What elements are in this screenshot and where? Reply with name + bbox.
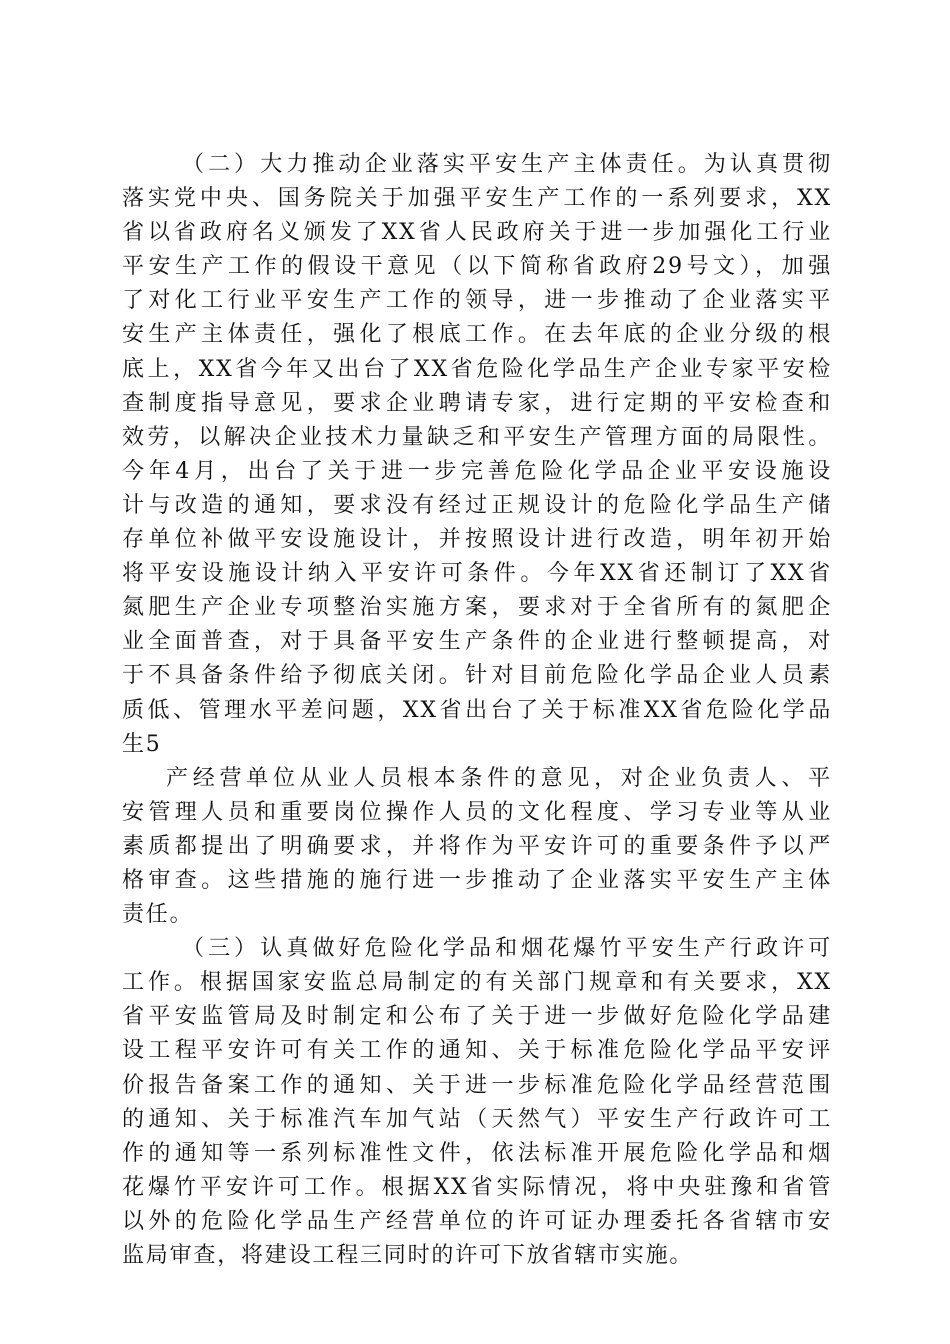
text-line: 素质都提出了明确要求，并将作为平安许可的重要条件予以严 bbox=[122, 833, 832, 859]
text-line: 底上，XX省今年又出台了XX省危险化学品生产企业专家平安检 bbox=[122, 356, 832, 382]
text-line: 责任。 bbox=[122, 902, 194, 928]
text-line: 效劳，以解决企业技术力量缺乏和平安生产管理方面的局限性。 bbox=[122, 424, 832, 450]
text-line: 工作。根据国家安监总局制定的有关部门规章和有关要求，XX bbox=[122, 970, 832, 996]
text-line: （三）认真做好危险化学品和烟花爆竹平安生产行政许可 bbox=[182, 936, 832, 962]
text-line: 生5 bbox=[122, 731, 162, 757]
text-line: 价报告备案工作的通知、关于进一步标准危险化学品经营范围 bbox=[122, 1072, 832, 1098]
text-line: 监局审查，将建设工程三同时的许可下放省辖市实施。 bbox=[122, 1243, 694, 1268]
text-line: 作的通知等一系列标准性文件，依法标准开展危险化学品和烟 bbox=[122, 1140, 832, 1166]
text-line: 安管理人员和重要岗位操作人员的文化程度、学习专业等从业 bbox=[122, 799, 832, 825]
text-line: 质低、管理水平差问题，XX省出台了关于标准XX省危险化学品 bbox=[122, 697, 832, 723]
paragraph-continuation bbox=[122, 762, 832, 932]
text-line: 业全面普查，对于具备平安生产条件的企业进行整顿提高，对 bbox=[122, 629, 832, 655]
text-line: 省平安监管局及时制定和公布了关于进一步做好危险化学品建 bbox=[122, 1004, 832, 1030]
document-body bbox=[122, 148, 832, 1273]
text-line: 以外的危险化学品生产经营单位的许可证办理委托各省辖市安 bbox=[122, 1208, 832, 1234]
text-line: 省以省政府名义颁发了XX省人民政府关于进一步加强化工行业 bbox=[122, 220, 832, 246]
paragraph-section-2 bbox=[122, 148, 832, 762]
text-line: 氮肥生产企业专项整治实施方案，要求对于全省所有的氮肥企 bbox=[122, 595, 832, 621]
text-line: 存单位补做平安设施设计，并按照设计进行改造，明年初开始 bbox=[122, 527, 832, 553]
text-line: 产经营单位从业人员根本条件的意见，对企业负责人、平 bbox=[166, 765, 832, 791]
text-line: 查制度指导意见，要求企业聘请专家，进行定期的平安检查和 bbox=[122, 390, 832, 416]
text-line: 的通知、关于标准汽车加气站（天然气）平安生产行政许可工 bbox=[122, 1106, 832, 1132]
text-line: 了对化工行业平安生产工作的领导，进一步推动了企业落实平 bbox=[122, 288, 832, 314]
text-line: 将平安设施设计纳入平安许可条件。今年XX省还制订了XX省 bbox=[122, 561, 832, 587]
text-line: 花爆竹平安许可工作。根据XX省实际情况，将中央驻豫和省管 bbox=[122, 1174, 832, 1200]
text-line: 格审查。这些措施的施行进一步推动了企业落实平安生产主体 bbox=[122, 867, 832, 893]
text-line: 平安生产工作的假设干意见（以下简称省政府29号文），加强 bbox=[122, 254, 832, 280]
text-line: 今年4月，出台了关于进一步完善危险化学品企业平安设施设 bbox=[122, 458, 832, 484]
text-line: 于不具备条件给予彻底关闭。针对目前危险化学品企业人员素 bbox=[122, 663, 832, 689]
paragraph-section-3 bbox=[122, 932, 832, 1273]
text-line: 落实党中央、国务院关于加强平安生产工作的一系列要求，XX bbox=[122, 186, 832, 212]
text-line: 设工程平安许可有关工作的通知、关于标准危险化学品平安评 bbox=[122, 1038, 832, 1064]
text-line: 计与改造的通知，要求没有经过正规设计的危险化学品生产储 bbox=[122, 492, 832, 518]
text-line: 安生产主体责任，强化了根底工作。在去年底的企业分级的根 bbox=[122, 322, 832, 348]
text-line: （二）大力推动企业落实平安生产主体责任。为认真贯彻 bbox=[182, 152, 832, 177]
